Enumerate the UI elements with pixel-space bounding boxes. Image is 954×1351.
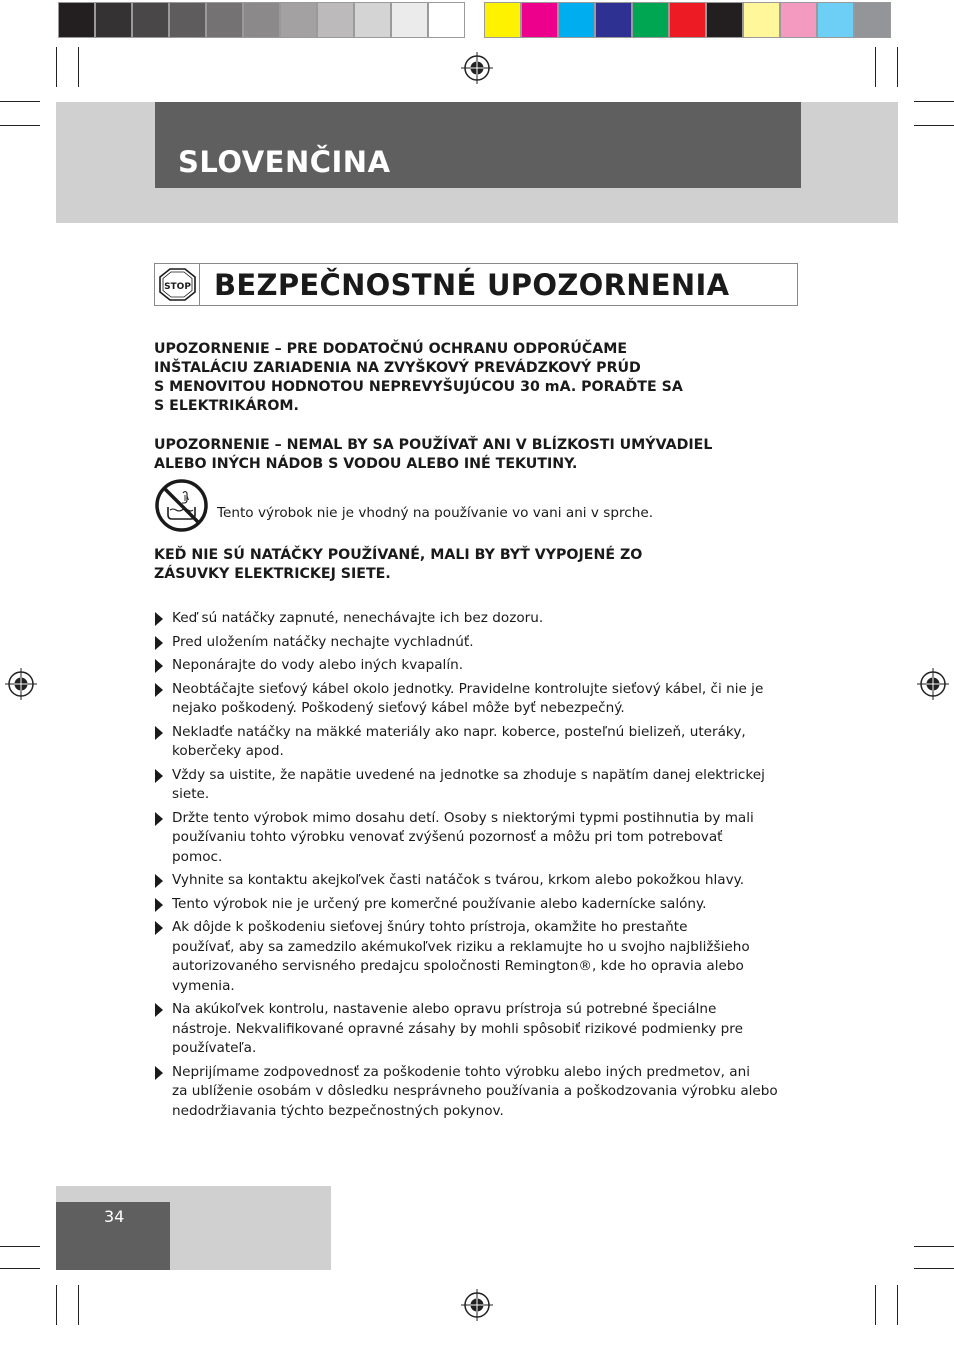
- bullet-arrow-icon: [155, 683, 163, 697]
- crop-mark: [875, 1285, 876, 1325]
- color-swatch: [95, 2, 132, 38]
- list-item: [154, 871, 794, 891]
- registration-mark-icon: [5, 668, 37, 700]
- color-swatch: [243, 2, 280, 38]
- registration-mark-icon: [461, 52, 493, 84]
- color-swatch: [169, 2, 206, 38]
- list-item-text: nástroje. Nekvalifikované opravné zásahy by mohli spôsobiť rizikové podmienky pre: [172, 1020, 743, 1037]
- list-item: [154, 895, 794, 915]
- process-color-bar: [484, 2, 891, 38]
- warning-rcd: UPOZORNENIE – PRE DODATOČNÚ OCHRANU ODPORÚČAME INŠTALÁCIU ZARIADENIA NA ZVYŠKOVÝ PREVÁDZKOVÝ PRÚD S MENOVITOU HODNOTOU NEPREVYŠUJÚCOU 30 mA. PORAĎTE SA S ELEKTRIKÁROM.: [154, 341, 683, 414]
- color-swatch: [854, 2, 891, 38]
- list-item-text: Vyhnite sa kontaktu akejkoľvek časti natáčok s tvárou, krkom alebo pokožkou hlavy.: [172, 872, 745, 888]
- list-item-text: za ublíženie osobám v dôsledku nesprávneho používania a poškodzovania výrobku alebo: [172, 1083, 778, 1099]
- list-item: [154, 766, 794, 805]
- list-item-text: siete.: [172, 786, 210, 802]
- bullet-arrow-icon: [155, 659, 163, 673]
- color-swatch: [317, 2, 354, 38]
- list-item-text: Neponárajte do vody alebo iných kvapalín.: [172, 657, 464, 673]
- page-title: SLOVENČINA: [178, 145, 391, 179]
- crop-mark: [914, 1268, 954, 1269]
- list-item: [154, 918, 794, 996]
- list-item-text: Vždy sa uistite, že napätie uvedené na jednotke sa zhoduje s napätím danej elektrickej: [172, 766, 765, 783]
- warning-water: UPOZORNENIE – NEMAL BY SA POUŽÍVAŤ ANI V BLÍZKOSTI UMÝVADIEL ALEBO INÝCH NÁDOB S VODOU ALEBO INÉ TEKUTINY.: [154, 437, 713, 472]
- list-item-text: Keď sú natáčky zapnuté, nenechávajte ich bez dozoru.: [172, 610, 544, 626]
- list-item-text: Neobtáčajte sieťový kábel okolo jednotky. Pravidelne kontrolujte sieťový kábel, či nie je: [172, 680, 764, 697]
- crop-mark: [897, 47, 898, 87]
- stop-label: STOP: [164, 282, 191, 292]
- color-swatch: [206, 2, 243, 38]
- grayscale-color-bar: [58, 2, 465, 38]
- color-swatch: [632, 2, 669, 38]
- crop-mark: [0, 125, 40, 126]
- list-item: [154, 723, 794, 762]
- color-swatch: [354, 2, 391, 38]
- bullet-arrow-icon: [155, 636, 163, 650]
- list-item: [154, 656, 794, 676]
- crop-mark: [897, 1285, 898, 1325]
- list-item-text: autorizovaného servisného predajcu spoločnosti Remington®, kde ho opravia alebo: [172, 958, 744, 974]
- list-item: [154, 680, 794, 719]
- list-item-text: používaniu tohto výrobku venovať zvýšenú pozornosť a môžu pri tom potrebovať: [172, 829, 723, 845]
- bath-notice-text: Tento výrobok nie je vhodný na používanie vo vani ani v sprche.: [217, 505, 654, 521]
- registration-mark-icon: [917, 668, 949, 700]
- list-item-text: Držte tento výrobok mimo dosahu detí. Osoby s niektorými typmi postihnutia by mali: [172, 809, 754, 826]
- list-item-text: vymenia.: [172, 977, 235, 994]
- list-item-text: Na akúkoľvek kontrolu, nastavenie alebo opravu prístroja sú potrebné špeciálne: [172, 1001, 717, 1017]
- color-swatch: [58, 2, 95, 38]
- bullet-arrow-icon: [155, 898, 163, 912]
- color-swatch: [780, 2, 817, 38]
- list-item-text: používateľa.: [172, 1040, 257, 1056]
- page-number: 34: [104, 1207, 125, 1226]
- list-item-text: Ak dôjde k poškodeniu sieťovej šnúry tohto prístroja, okamžite ho prestaňte: [172, 919, 688, 935]
- list-item-text: Neprijímame zodpovednosť za poškodenie tohto výrobku alebo iných predmetov, ani: [172, 1063, 750, 1080]
- list-item-text: Tento výrobok nie je určený pre komerčné používanie alebo kadernícke salóny.: [172, 895, 707, 912]
- stop-cell: [155, 264, 200, 305]
- crop-mark: [0, 1246, 40, 1247]
- section-heading: [154, 263, 798, 306]
- list-item-text: používať, aby sa zamedzilo akémukoľvek riziku a reklamujte ho u svojho najbližšieho: [172, 938, 750, 955]
- crop-mark: [914, 125, 954, 126]
- bullet-arrow-icon: [155, 1003, 163, 1017]
- crop-mark: [56, 1285, 57, 1325]
- list-item: [154, 1063, 794, 1122]
- list-item-text: Nekladťe natáčky na mäkké materiály ako napr. koberce, posteľnú bielizeň, uteráky,: [172, 723, 746, 740]
- bullet-arrow-icon: [155, 726, 163, 740]
- warning-unplug: KEĎ NIE SÚ NATÁČKY POUŽÍVANÉ, MALI BY BYŤ VYPOJENÉ ZO ZÁSUVKY ELEKTRICKEJ SIETE.: [154, 547, 643, 582]
- bullet-arrow-icon: [155, 874, 163, 888]
- registration-mark-icon: [461, 1289, 493, 1321]
- list-item: [154, 1000, 794, 1059]
- bullet-arrow-icon: [155, 921, 163, 935]
- color-swatch: [743, 2, 780, 38]
- crop-mark: [875, 47, 876, 87]
- list-item: [154, 809, 794, 868]
- bullet-arrow-icon: [155, 769, 163, 783]
- color-swatch: [595, 2, 632, 38]
- color-swatch: [521, 2, 558, 38]
- list-item: [154, 633, 794, 653]
- color-swatch: [558, 2, 595, 38]
- list-item-text: koberčeky apod.: [172, 743, 284, 759]
- bullet-arrow-icon: [155, 1066, 163, 1080]
- crop-mark: [0, 101, 40, 102]
- list-item-text: Pred uložením natáčky nechajte vychladnúť.: [172, 633, 474, 650]
- color-swatch: [280, 2, 317, 38]
- color-swatch: [706, 2, 743, 38]
- list-item-text: pomoc.: [172, 848, 223, 865]
- crop-mark: [914, 101, 954, 102]
- crop-mark: [78, 47, 79, 87]
- crop-mark: [78, 1285, 79, 1325]
- color-swatch: [484, 2, 521, 38]
- list-item: [154, 609, 794, 629]
- color-swatch: [428, 2, 465, 38]
- bullet-arrow-icon: [155, 612, 163, 626]
- color-swatch: [391, 2, 428, 38]
- no-bath-icon: [155, 479, 208, 532]
- list-item-text: nejako poškodený. Poškodený sieťový kábel môže byť nebezpečný.: [172, 700, 625, 716]
- bullet-arrow-icon: [155, 812, 163, 826]
- crop-mark: [0, 1268, 40, 1269]
- section-title: BEZPEČNOSTNÉ UPOZORNENIA: [214, 268, 730, 302]
- list-item-text: nedodržiavania týchto bezpečnostných pokynov.: [172, 1102, 504, 1119]
- color-swatch: [132, 2, 169, 38]
- color-swatch: [817, 2, 854, 38]
- stop-sign-icon: [155, 264, 200, 305]
- safety-bullet-list: [154, 609, 794, 1125]
- crop-mark: [56, 47, 57, 87]
- crop-mark: [914, 1246, 954, 1247]
- color-swatch: [669, 2, 706, 38]
